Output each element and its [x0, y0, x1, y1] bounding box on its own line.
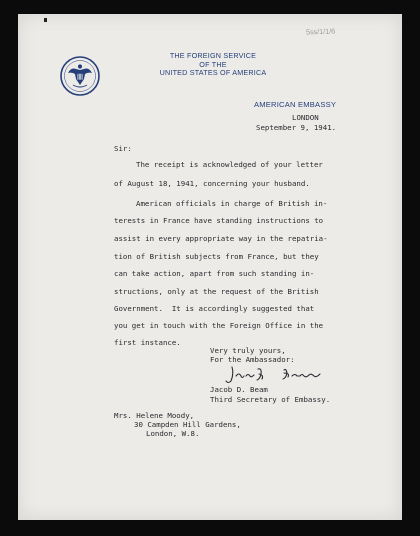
addressee-line: London, W.8. [146, 429, 200, 438]
embassy-name: AMERICAN EMBASSY [254, 100, 337, 109]
addressee-line: 30 Campden Hill Gardens, [134, 420, 241, 429]
signer-line: Third Secretary of Embassy. [210, 395, 331, 404]
signer-line: Jacob D. Beam [210, 385, 268, 394]
eagle-seal-icon [60, 56, 100, 96]
closing-line: Very truly yours, [210, 346, 286, 355]
body-line: Government. It is accordingly suggested that [114, 304, 315, 313]
body-line: first instance. [114, 338, 181, 347]
salutation: Sir: [114, 144, 132, 153]
letterhead-line-2: OF THE [199, 59, 227, 69]
body-line: assist in every appropriate way in the repatria- [114, 234, 328, 243]
closing-line: For the Ambassador: [210, 355, 295, 364]
body-line: terests in France have standing instructions to [114, 216, 324, 225]
body-line: of August 18, 1941, concerning your husband. [114, 179, 310, 188]
body-line: can take action, apart from such standing in- [114, 269, 315, 278]
body-line: structions, only at the request of the British [114, 287, 319, 296]
corner-mark [44, 18, 47, 22]
letterhead-line-3: UNITED STATES OF AMERICA [159, 68, 267, 78]
body-line: American officials in charge of British in- [136, 199, 328, 208]
pencil-catalog-mark: 5ss/1/1/6 [305, 26, 336, 37]
letterhead-line-1: THE FOREIGN SERVICE [169, 51, 257, 60]
body-line: tion of British subjects from France, but they [114, 252, 319, 261]
addressee-line: Mrs. Helene Moody, [114, 411, 195, 420]
body-line: you get in touch with the Foreign Office in the [114, 321, 324, 330]
handwritten-signature [224, 364, 334, 386]
place: LONDON [292, 113, 319, 122]
letter-date: September 9, 1941. [256, 123, 337, 132]
letter-page [18, 14, 402, 520]
body-line: The receipt is acknowledged of your letter [136, 160, 323, 169]
letterhead [138, 52, 288, 78]
